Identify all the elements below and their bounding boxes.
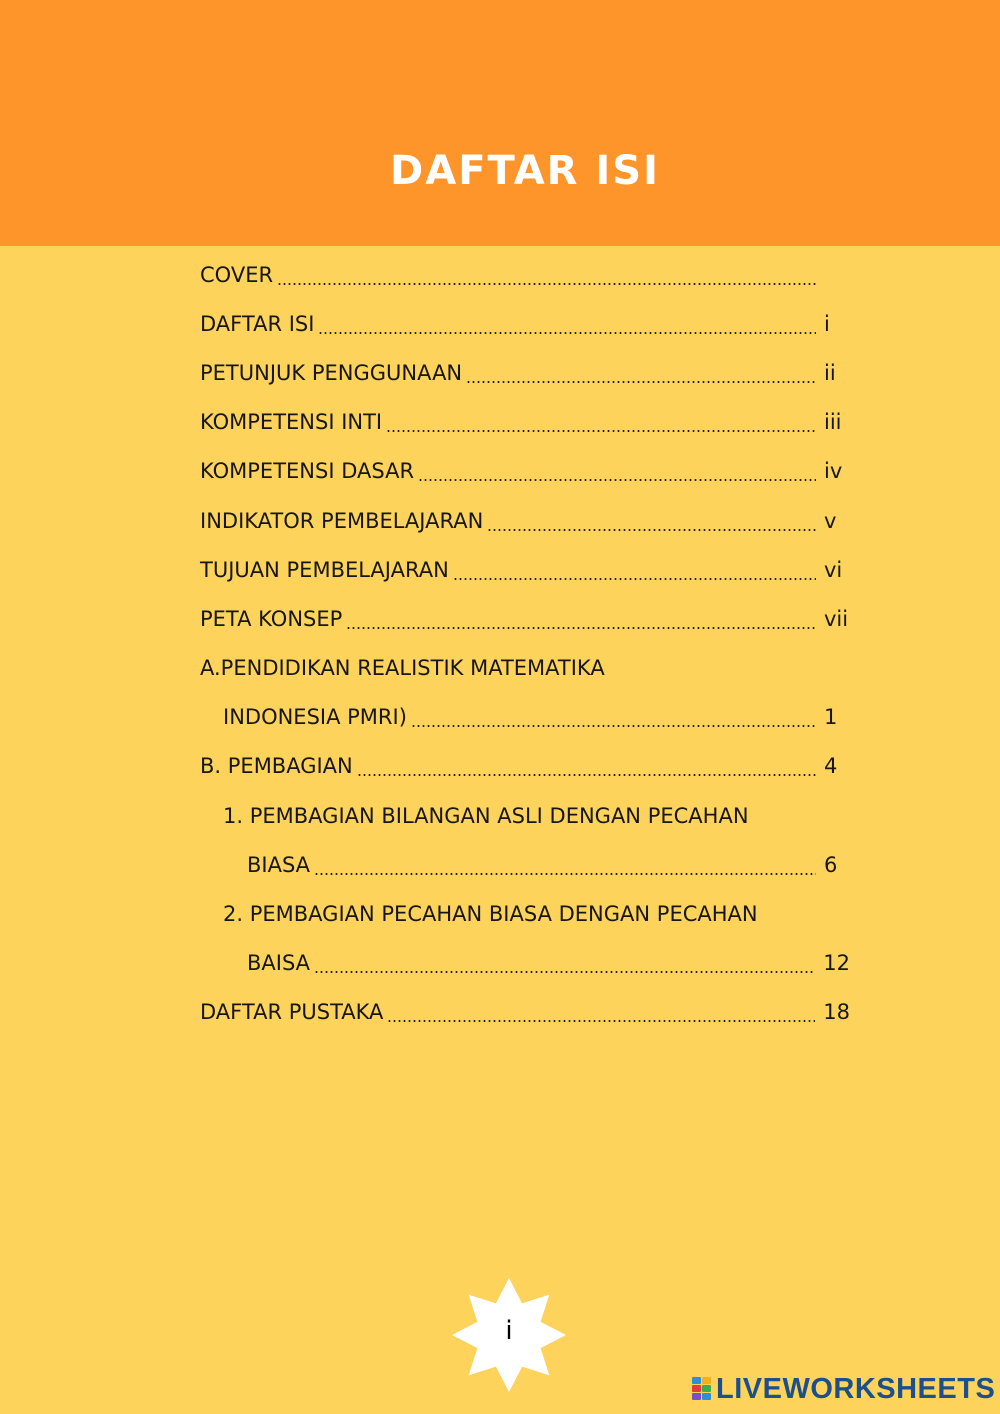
toc-page: iv <box>824 459 843 484</box>
toc-page: 1 <box>824 705 838 730</box>
toc-row-section-a <box>200 644 850 693</box>
toc-page: i <box>824 311 830 336</box>
toc-page: 6 <box>824 852 838 877</box>
toc-page: 12 <box>823 951 850 976</box>
toc-leader-dots <box>318 332 816 334</box>
page-number: i <box>505 1316 513 1346</box>
toc-leader-dots <box>277 283 816 285</box>
toc-row-subsection-2 <box>200 889 850 938</box>
toc-row-daftar-isi <box>200 299 850 348</box>
page-title: DAFTAR ISI <box>390 148 660 194</box>
toc-row-cover <box>200 250 850 299</box>
toc-page: 18 <box>823 1000 850 1025</box>
toc-label: INDONESIA PMRI) <box>223 705 407 730</box>
toc-page: ii <box>824 360 836 385</box>
toc-label: PETA KONSEP <box>200 606 343 631</box>
toc-page: vi <box>824 557 843 582</box>
liveworksheets-logo-icon <box>692 1377 712 1401</box>
toc-leader-dots <box>314 971 815 973</box>
toc-page: vii <box>824 606 849 631</box>
toc-label: A.PENDIDIKAN REALISTIK MATEMATIKA <box>200 656 605 681</box>
toc-label: 2. PEMBAGIAN PECAHAN BIASA DENGAN PECAHAN <box>223 902 758 927</box>
toc-leader-dots <box>487 529 816 531</box>
toc-row-petunjuk <box>200 348 850 397</box>
toc-label: DAFTAR PUSTAKA <box>200 1000 384 1025</box>
toc-label: KOMPETENSI DASAR <box>200 459 415 484</box>
toc-row-section-b <box>200 742 850 791</box>
toc-label: TUJUAN PEMBELAJARAN <box>200 557 449 582</box>
toc-label: KOMPETENSI INTI <box>200 410 383 435</box>
toc-row-tujuan <box>200 545 850 594</box>
toc-row-kompetensi-inti <box>200 398 850 447</box>
toc-leader-dots <box>418 479 816 481</box>
toc-label: BIASA <box>247 852 311 877</box>
toc-leader-dots <box>387 1020 815 1022</box>
toc-row-subsection-1 <box>200 791 850 840</box>
toc-row-subsection-2-cont <box>200 939 850 988</box>
table-of-contents <box>200 250 850 1037</box>
toc-row-peta-konsep <box>200 594 850 643</box>
toc-page: 4 <box>824 754 838 779</box>
toc-leader-dots <box>357 774 816 776</box>
toc-leader-dots <box>346 627 816 629</box>
toc-label: COVER <box>200 262 274 287</box>
toc-label: INDIKATOR PEMBELAJARAN <box>200 508 484 533</box>
toc-leader-dots <box>314 873 816 875</box>
toc-leader-dots <box>466 381 816 383</box>
toc-label: DAFTAR ISI <box>200 311 315 336</box>
toc-page: iii <box>824 410 842 435</box>
toc-row-subsection-1-cont <box>200 840 850 889</box>
toc-row-indikator <box>200 496 850 545</box>
toc-label: 1. PEMBAGIAN BILANGAN ASLI DENGAN PECAHAN <box>223 803 749 828</box>
liveworksheets-logo <box>692 1372 995 1406</box>
toc-row-kompetensi-dasar <box>200 447 850 496</box>
toc-page: v <box>824 508 837 533</box>
toc-leader-dots <box>386 430 816 432</box>
toc-leader-dots <box>411 725 816 727</box>
toc-leader-dots <box>453 578 816 580</box>
toc-label: PETUNJUK PENGGUNAAN <box>200 360 463 385</box>
header-banner <box>0 0 1000 246</box>
toc-label: B. PEMBAGIAN <box>200 754 353 779</box>
toc-row-daftar-pustaka <box>200 988 850 1037</box>
liveworksheets-wordmark: LIVEWORKSHEETS <box>716 1372 996 1405</box>
toc-label: BAISA <box>247 951 311 976</box>
toc-row-section-a-cont <box>200 693 850 742</box>
